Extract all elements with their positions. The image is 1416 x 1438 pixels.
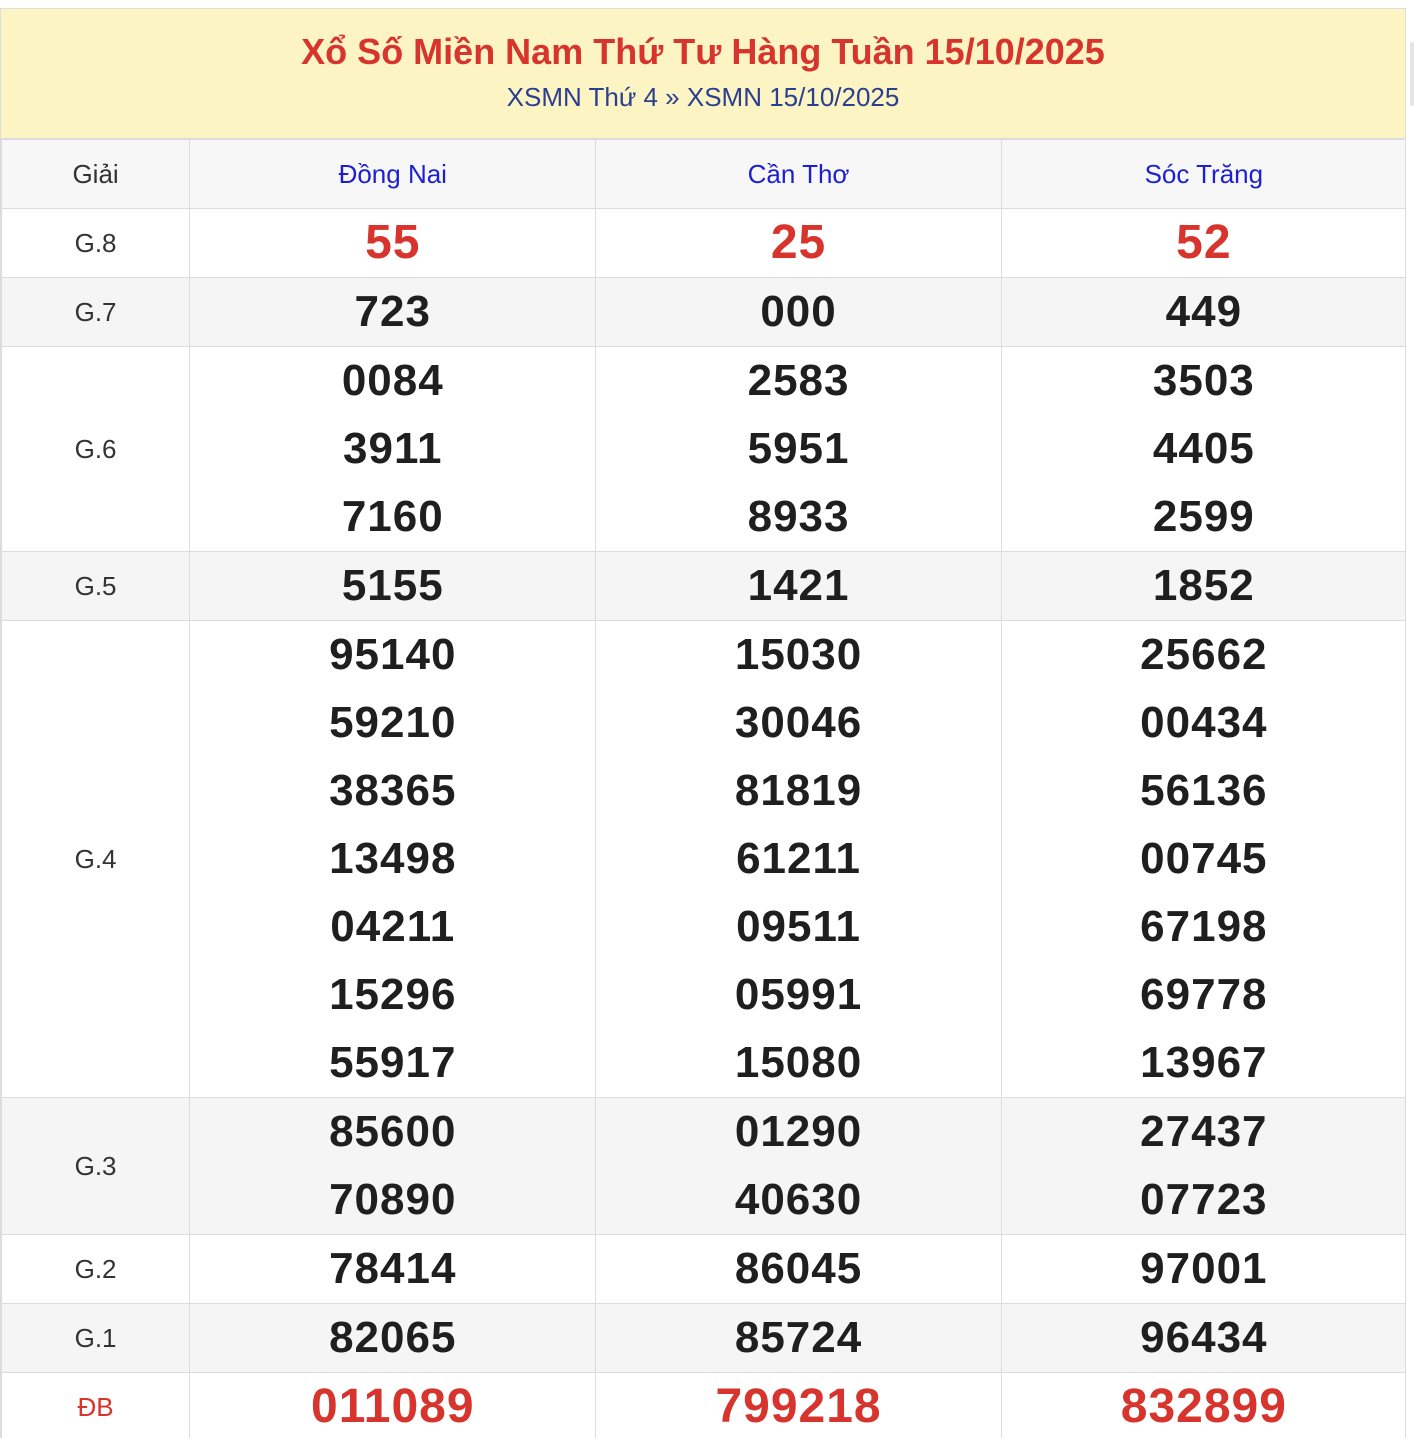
breadcrumb — [1, 81, 1405, 113]
result-number: 832899 — [1120, 1380, 1287, 1433]
prize-row — [2, 209, 1407, 278]
result-cell-soc-trang — [1001, 1235, 1406, 1304]
result-number: 95140 — [329, 630, 457, 679]
result-cell-soc-trang — [1001, 1098, 1406, 1235]
result-number: 56136 — [1140, 766, 1268, 815]
result-cell-soc-trang — [1001, 1373, 1406, 1438]
result-number: 799218 — [715, 1380, 882, 1433]
prize-label: G.3 — [2, 1098, 190, 1235]
prize-row — [2, 552, 1407, 621]
prize-row — [2, 621, 1407, 1098]
result-cell-dong-nai — [190, 1235, 596, 1304]
result-cell-dong-nai — [190, 1098, 596, 1235]
result-cell-dong-nai — [190, 1373, 596, 1438]
result-number: 27437 — [1140, 1107, 1268, 1156]
prize-row — [2, 1304, 1407, 1373]
result-number: 0084 — [341, 356, 444, 405]
result-number: 85600 — [329, 1107, 457, 1156]
result-cell-can-tho — [596, 552, 1001, 621]
result-cell-soc-trang — [1001, 278, 1406, 347]
prize-label: G.2 — [2, 1235, 190, 1304]
result-number: 15080 — [734, 1038, 863, 1087]
result-number: 011089 — [311, 1380, 475, 1433]
result-number: 15030 — [734, 630, 863, 679]
prize-row — [2, 1235, 1407, 1304]
result-number: 01290 — [734, 1107, 863, 1156]
result-number: 5155 — [341, 561, 444, 610]
prize-label: G.8 — [2, 209, 190, 278]
province-header-dong-nai[interactable]: Đồng Nai — [190, 140, 596, 209]
result-number: 7160 — [341, 492, 444, 541]
prize-label: G.7 — [2, 278, 190, 347]
result-cell-soc-trang — [1001, 552, 1406, 621]
result-number: 05991 — [734, 970, 863, 1019]
result-number: 15296 — [329, 970, 457, 1019]
result-cell-dong-nai — [190, 1304, 596, 1373]
result-cell-can-tho — [596, 278, 1001, 347]
result-number: 25662 — [1140, 630, 1268, 679]
result-number: 59210 — [329, 698, 457, 747]
result-number: 2583 — [747, 356, 850, 405]
result-number: 00745 — [1140, 834, 1268, 883]
result-cell-soc-trang — [1001, 209, 1406, 278]
breadcrumb-link-weekday[interactable]: XSMN Thứ 4 — [506, 82, 658, 112]
result-number: 2599 — [1152, 492, 1255, 541]
page-title: Xổ Số Miền Nam Thứ Tư Hàng Tuần 15/10/2025 — [301, 31, 1105, 72]
prize-row — [2, 347, 1407, 552]
prize-row — [2, 1373, 1407, 1438]
result-number: 55917 — [329, 1038, 457, 1087]
result-number: 70890 — [329, 1175, 457, 1224]
result-cell-soc-trang — [1001, 621, 1406, 1098]
results-panel — [0, 8, 1406, 1438]
result-number: 8933 — [747, 492, 850, 541]
results-header — [1, 9, 1405, 139]
result-number: 3503 — [1152, 356, 1255, 405]
province-header-soc-trang[interactable]: Sóc Trăng — [1001, 140, 1406, 209]
breadcrumb-link-date[interactable]: XSMN 15/10/2025 — [686, 82, 900, 112]
result-cell-dong-nai — [190, 209, 596, 278]
result-number: 3911 — [343, 424, 443, 473]
result-number: 52 — [1176, 216, 1232, 269]
breadcrumb-separator: » — [657, 82, 687, 112]
result-number: 61211 — [736, 834, 862, 883]
result-cell-dong-nai — [190, 621, 596, 1098]
result-cell-can-tho — [596, 347, 1001, 552]
result-number: 78414 — [329, 1244, 457, 1293]
result-number: 1421 — [747, 561, 850, 610]
result-number: 82065 — [329, 1313, 457, 1362]
result-number: 4405 — [1152, 424, 1255, 473]
result-cell-dong-nai — [190, 552, 596, 621]
result-number: 13498 — [329, 834, 457, 883]
result-cell-dong-nai — [190, 347, 596, 552]
result-number: 85724 — [734, 1313, 863, 1362]
result-number: 1852 — [1152, 561, 1255, 610]
result-number: 449 — [1165, 287, 1243, 336]
result-number: 5951 — [747, 424, 850, 473]
result-number: 09511 — [736, 902, 862, 951]
result-cell-can-tho — [596, 1235, 1001, 1304]
result-number: 86045 — [734, 1244, 863, 1293]
table-header-row — [2, 140, 1407, 209]
result-number: 30046 — [734, 698, 863, 747]
result-number: 81819 — [734, 766, 863, 815]
result-cell-can-tho — [596, 1098, 1001, 1235]
prize-label: G.6 — [2, 347, 190, 552]
result-cell-dong-nai — [190, 278, 596, 347]
result-number: 38365 — [329, 766, 457, 815]
result-cell-soc-trang — [1001, 1304, 1406, 1373]
prize-label: G.1 — [2, 1304, 190, 1373]
result-number: 40630 — [734, 1175, 863, 1224]
province-header-can-tho[interactable]: Cần Thơ — [596, 140, 1001, 209]
prize-label: G.5 — [2, 552, 190, 621]
result-number: 97001 — [1140, 1244, 1268, 1293]
result-number: 00434 — [1140, 698, 1268, 747]
prize-row — [2, 278, 1407, 347]
result-number: 13967 — [1140, 1038, 1268, 1087]
prize-label: ĐB — [2, 1373, 190, 1438]
result-cell-can-tho — [596, 209, 1001, 278]
result-cell-can-tho — [596, 1304, 1001, 1373]
result-number: 25 — [770, 216, 827, 269]
result-number: 07723 — [1140, 1175, 1268, 1224]
result-cell-can-tho — [596, 1373, 1001, 1438]
result-number: 96434 — [1140, 1313, 1268, 1362]
prize-column-header: Giải — [2, 140, 190, 209]
scrollbar-thumb[interactable] — [1410, 42, 1414, 106]
result-number: 723 — [354, 287, 431, 336]
result-number: 04211 — [330, 902, 456, 951]
prize-label: G.4 — [2, 621, 190, 1098]
result-number: 000 — [760, 287, 837, 336]
prize-table-body — [2, 209, 1407, 1438]
scrollbar[interactable] — [1408, 8, 1416, 1438]
result-number: 55 — [365, 216, 421, 269]
result-cell-can-tho — [596, 621, 1001, 1098]
results-table — [1, 139, 1406, 1438]
result-number: 69778 — [1140, 970, 1268, 1019]
prize-row — [2, 1098, 1407, 1235]
result-cell-soc-trang — [1001, 347, 1406, 552]
result-number: 67198 — [1140, 902, 1268, 951]
